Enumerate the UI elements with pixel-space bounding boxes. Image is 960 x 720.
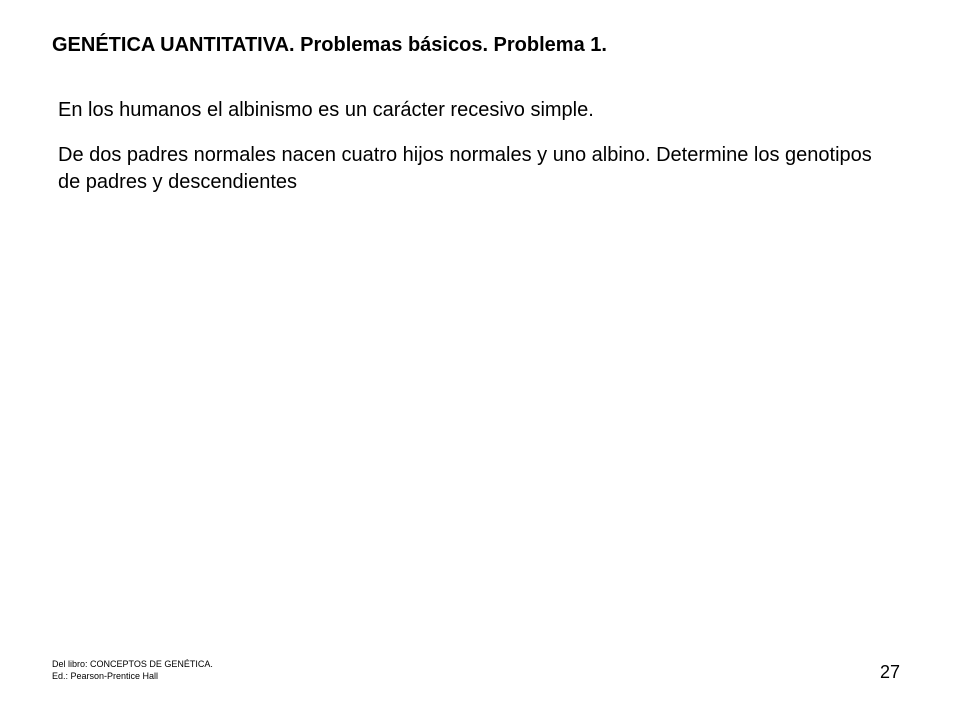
paragraph-question: De dos padres normales nacen cuatro hijos normales y uno albino. Determine los genotipos de padres y descendientes	[58, 144, 872, 193]
source-book: Del libro: CONCEPTOS DE GENÉTICA.	[52, 659, 213, 669]
slide-title: GENÉTICA UANTITATIVA. Problemas básicos. Problema 1.	[52, 34, 607, 56]
source-citation	[52, 658, 213, 682]
page-number: 27	[880, 662, 901, 682]
paragraph-albinism-recessive: En los humanos el albinismo es un carácter recesivo simple.	[58, 99, 594, 121]
source-publisher: Ed.: Pearson-Prentice Hall	[52, 671, 159, 681]
problem-statement	[58, 97, 888, 214]
